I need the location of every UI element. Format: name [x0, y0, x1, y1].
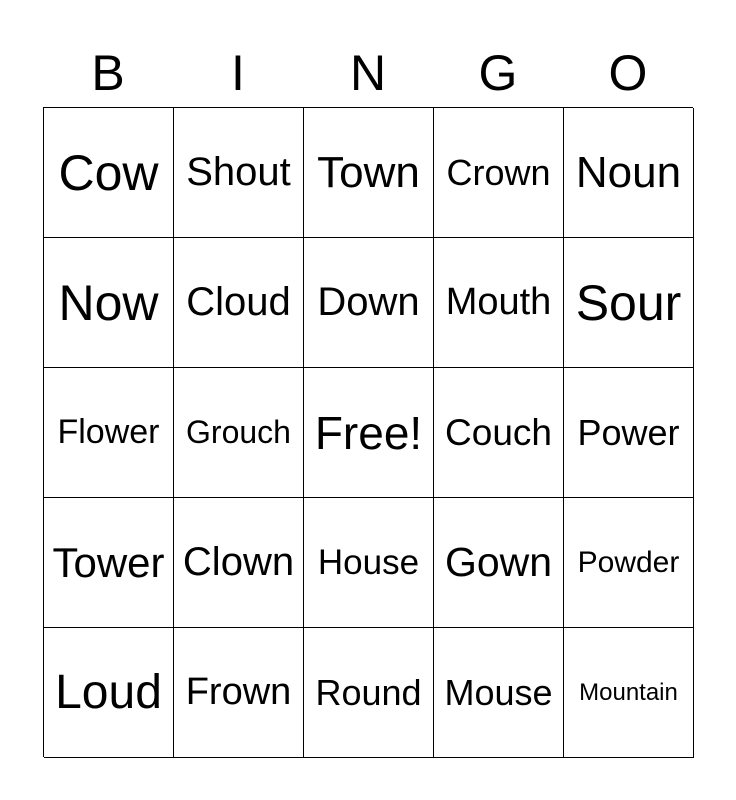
bingo-cell[interactable]: Clown — [174, 498, 304, 628]
bingo-cell[interactable]: Down — [304, 238, 434, 368]
bingo-cell[interactable]: Sour — [564, 238, 694, 368]
bingo-cell[interactable]: Powder — [564, 498, 694, 628]
bingo-board — [43, 107, 693, 757]
bingo-cell[interactable]: Loud — [44, 628, 174, 758]
bingo-cell[interactable]: Noun — [564, 108, 694, 238]
bingo-cell[interactable]: Shout — [174, 108, 304, 238]
bingo-cell[interactable]: Gown — [434, 498, 564, 628]
bingo-cell[interactable]: House — [304, 498, 434, 628]
header-letter-o: O — [608, 45, 648, 101]
header-letter-g: G — [478, 45, 518, 101]
free-space-cell[interactable]: Free! — [304, 368, 434, 498]
bingo-cell[interactable]: Power — [564, 368, 694, 498]
bingo-cell[interactable]: Round — [304, 628, 434, 758]
bingo-cell[interactable]: Town — [304, 108, 434, 238]
bingo-cell[interactable]: Couch — [434, 368, 564, 498]
bingo-cell[interactable]: Mouth — [434, 238, 564, 368]
header-letter-n: N — [349, 45, 387, 101]
bingo-cell[interactable]: Tower — [44, 498, 174, 628]
bingo-cell[interactable]: Grouch — [174, 368, 304, 498]
bingo-cell[interactable]: Cloud — [174, 238, 304, 368]
bingo-cell[interactable]: Frown — [174, 628, 304, 758]
bingo-cell[interactable]: Now — [44, 238, 174, 368]
bingo-cell[interactable]: Flower — [44, 368, 174, 498]
header-letter-b: B — [91, 45, 125, 101]
bingo-cell[interactable]: Mouse — [434, 628, 564, 758]
bingo-header — [43, 38, 693, 108]
bingo-cell[interactable]: Crown — [434, 108, 564, 238]
header-letter-i: I — [231, 45, 245, 101]
bingo-cell[interactable]: Cow — [44, 108, 174, 238]
bingo-cell[interactable]: Mountain — [564, 628, 694, 758]
